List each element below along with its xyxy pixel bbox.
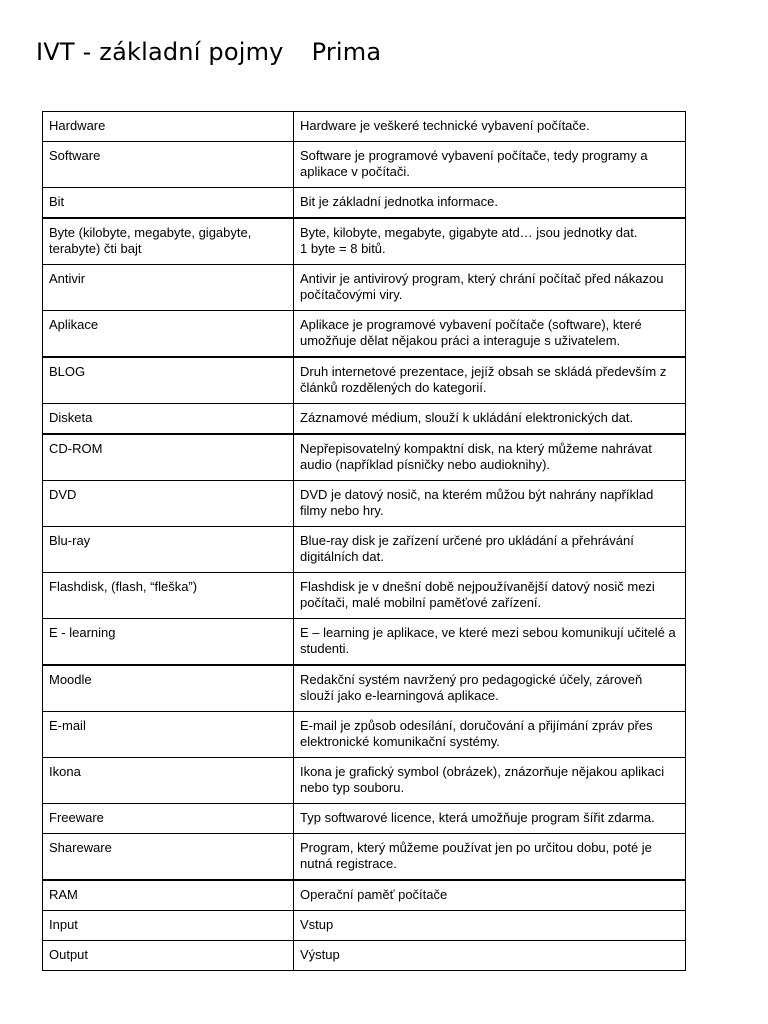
definition-cell: Program, který můžeme používat jen po určitou dobu, poté je nutná registrace. — [294, 834, 686, 881]
table-row — [43, 834, 686, 881]
term-cell: E-mail — [43, 712, 294, 758]
table-row — [43, 665, 686, 712]
table-row — [43, 481, 686, 527]
table-row — [43, 265, 686, 311]
definition-cell: Výstup — [294, 941, 686, 971]
page-title — [36, 36, 381, 68]
term-cell: BLOG — [43, 357, 294, 404]
term-cell: Ikona — [43, 758, 294, 804]
table-row — [43, 527, 686, 573]
table-row — [43, 880, 686, 911]
definition-cell: Druh internetové prezentace, jejíž obsah se skládá především z článků rozdělených do kategorií. — [294, 357, 686, 404]
term-cell: RAM — [43, 880, 294, 911]
table-row — [43, 311, 686, 358]
definition-cell: Bit je základní jednotka informace. — [294, 188, 686, 219]
table-row — [43, 142, 686, 188]
page-title-main: IVT - základní pojmy — [36, 38, 284, 66]
term-cell: DVD — [43, 481, 294, 527]
table-row — [43, 804, 686, 834]
table-row — [43, 712, 686, 758]
definition-cell: Vstup — [294, 911, 686, 941]
definition-cell: Blue-ray disk je zařízení určené pro ukládání a přehrávání digitálních dat. — [294, 527, 686, 573]
definition-cell: Aplikace je programové vybavení počítače (software), které umožňuje dělat nějakou práci a interaguje s uživatelem. — [294, 311, 686, 358]
term-cell: Software — [43, 142, 294, 188]
definition-cell: Operační paměť počítače — [294, 880, 686, 911]
table-row — [43, 218, 686, 265]
definition-cell: Software je programové vybavení počítače, tedy programy a aplikace v počítači. — [294, 142, 686, 188]
definition-cell: Redakční systém navržený pro pedagogické účely, zároveň slouží jako e-learningová aplikace. — [294, 665, 686, 712]
definition-cell: Ikona je grafický symbol (obrázek), znázorňuje nějakou aplikaci nebo typ souboru. — [294, 758, 686, 804]
table-row — [43, 619, 686, 666]
term-cell: E - learning — [43, 619, 294, 666]
term-cell: Shareware — [43, 834, 294, 881]
term-cell: Hardware — [43, 112, 294, 142]
term-cell: Flashdisk, (flash, “fleška”) — [43, 573, 294, 619]
page-title-subject: Prima — [311, 38, 382, 66]
term-cell: Moodle — [43, 665, 294, 712]
table-row — [43, 188, 686, 219]
definition-cell: Typ softwarové licence, která umožňuje program šířit zdarma. — [294, 804, 686, 834]
term-cell: Output — [43, 941, 294, 971]
table-row — [43, 573, 686, 619]
definition-cell: E-mail je způsob odesílání, doručování a přijímání zpráv přes elektronické komunikační systémy. — [294, 712, 686, 758]
definition-cell: Flashdisk je v dnešní době nejpoužívanější datový nosič mezi počítači, malé mobilní paměťové zařízení. — [294, 573, 686, 619]
definition-cell: Záznamové médium, slouží k ukládání elektronických dat. — [294, 404, 686, 435]
table-row — [43, 434, 686, 481]
definition-cell: DVD je datový nosič, na kterém můžou být nahrány například filmy nebo hry. — [294, 481, 686, 527]
term-cell: Freeware — [43, 804, 294, 834]
term-cell: Aplikace — [43, 311, 294, 358]
definition-cell: Nepřepisovatelný kompaktní disk, na který můžeme nahrávat audio (například písničky nebo audioknihy). — [294, 434, 686, 481]
definition-cell: E – learning je aplikace, ve které mezi sebou komunikují učitelé a studenti. — [294, 619, 686, 666]
term-cell: Input — [43, 911, 294, 941]
table-row — [43, 357, 686, 404]
definition-cell: Antivir je antivirový program, který chrání počítač před nákazou počítačovými viry. — [294, 265, 686, 311]
table-row — [43, 112, 686, 142]
term-cell: Byte (kilobyte, megabyte, gigabyte, terabyte) čti bajt — [43, 218, 294, 265]
table-row — [43, 758, 686, 804]
term-cell: CD-ROM — [43, 434, 294, 481]
table-row — [43, 941, 686, 971]
definition-cell: Byte, kilobyte, megabyte, gigabyte atd… jsou jednotky dat. 1 byte = 8 bitů. — [294, 218, 686, 265]
table-row — [43, 404, 686, 435]
term-cell: Blu-ray — [43, 527, 294, 573]
term-cell: Antivir — [43, 265, 294, 311]
table-row — [43, 911, 686, 941]
glossary-table — [42, 111, 686, 971]
term-cell: Bit — [43, 188, 294, 219]
term-cell: Disketa — [43, 404, 294, 435]
definition-cell: Hardware je veškeré technické vybavení počítače. — [294, 112, 686, 142]
